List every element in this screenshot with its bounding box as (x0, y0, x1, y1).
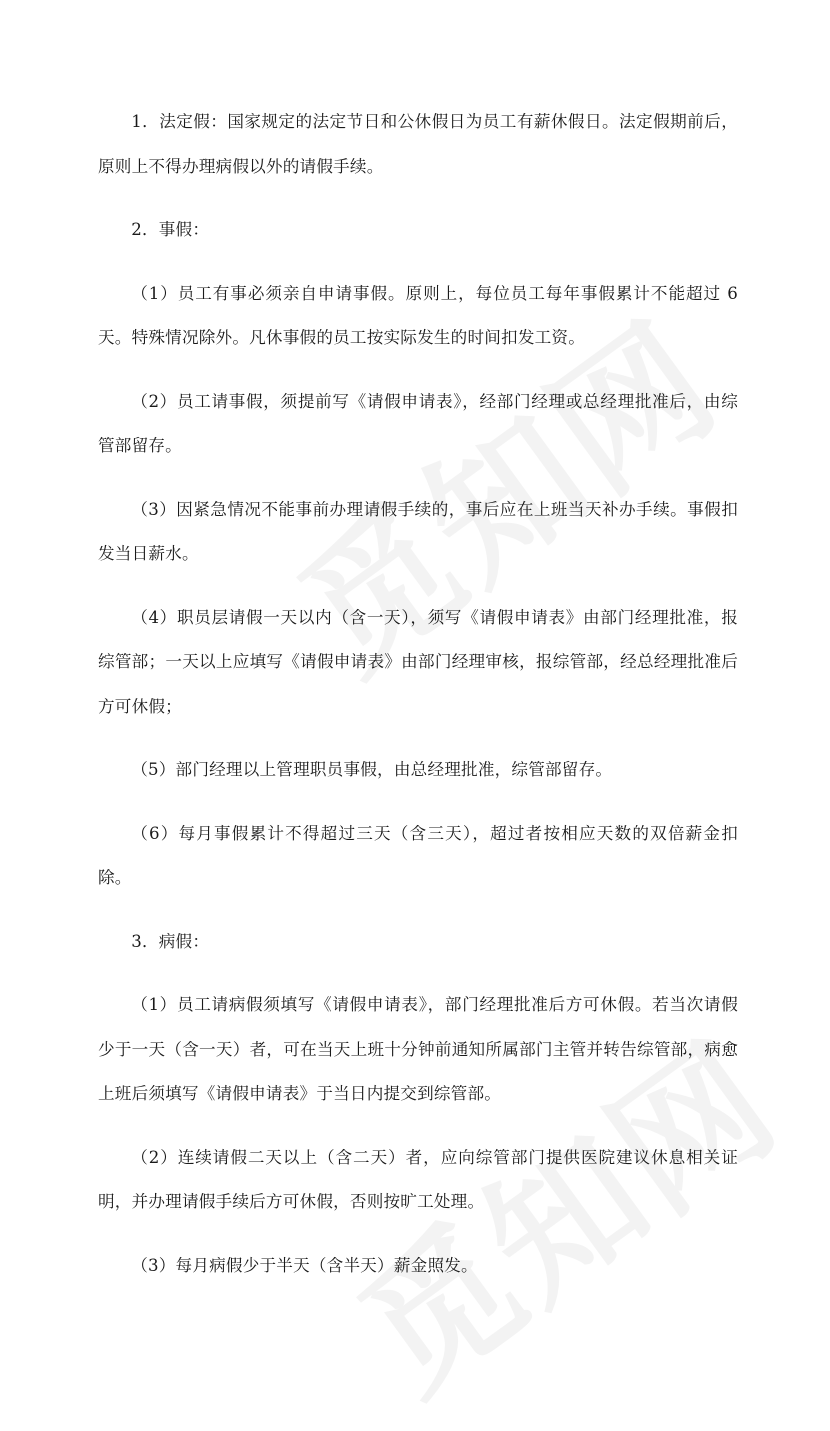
document-body (98, 100, 738, 1307)
paragraph-sick-leave-1: （1）员工请病假须填写《请假申请表》，部门经理批准后方可休假。若当次请假少于一天（含一天）者，可在当天上班十分钟前通知所属部门主管并转告综管部，病愈上班后须填写《请假申请表》于当日内提交到综管部。 (98, 995, 738, 1103)
paragraph-personal-leave-6: （6）每月事假累计不得超过三天（含三天），超过者按相应天数的双倍薪金扣除。 (98, 823, 738, 887)
paragraph-personal-leave-2: （2）员工请事假，须提前写《请假申请表》，经部门经理或总经理批准后，由综管部留存。 (98, 391, 738, 455)
paragraph-statutory-holiday: 1．法定假：国家规定的法定节日和公休假日为员工有薪休假日。法定假期前后，原则上不得办理病假以外的请假手续。 (98, 112, 738, 176)
heading-sick-leave: 3．病假： (131, 931, 210, 951)
paragraph-sick-leave-2: （2）连续请假二天以上（含二天）者，应向综管部门提供医院建议休息相关证明，并办理请假手续后方可休假，否则按旷工处理。 (98, 1147, 738, 1211)
paragraph-sick-leave-3: （3）每月病假少于半天（含半天）薪金照发。 (131, 1255, 478, 1275)
paragraph-personal-leave-1: （1）员工有事必须亲自申请事假。原则上，每位员工每年事假累计不能超过 6 天。特殊情况除外。凡休事假的员工按实际发生的时间扣发工资。 (98, 283, 738, 347)
heading-personal-leave: 2．事假： (131, 220, 210, 239)
paragraph-personal-leave-4: （4）职员层请假一天以内（含一天），须写《请假申请表》由部门经理批准，报综管部；一天以上应填写《请假申请表》由部门经理审核，报综管部，经总经理批准后方可休假； (98, 607, 738, 716)
paragraph-personal-leave-5: （5）部门经理以上管理职员事假，由总经理批准，综管部留存。 (131, 760, 613, 779)
paragraph-personal-leave-3: （3）因紧急情况不能事前办理请假手续的，事后应在上班当天补办手续。事假扣发当日薪水。 (98, 499, 738, 563)
